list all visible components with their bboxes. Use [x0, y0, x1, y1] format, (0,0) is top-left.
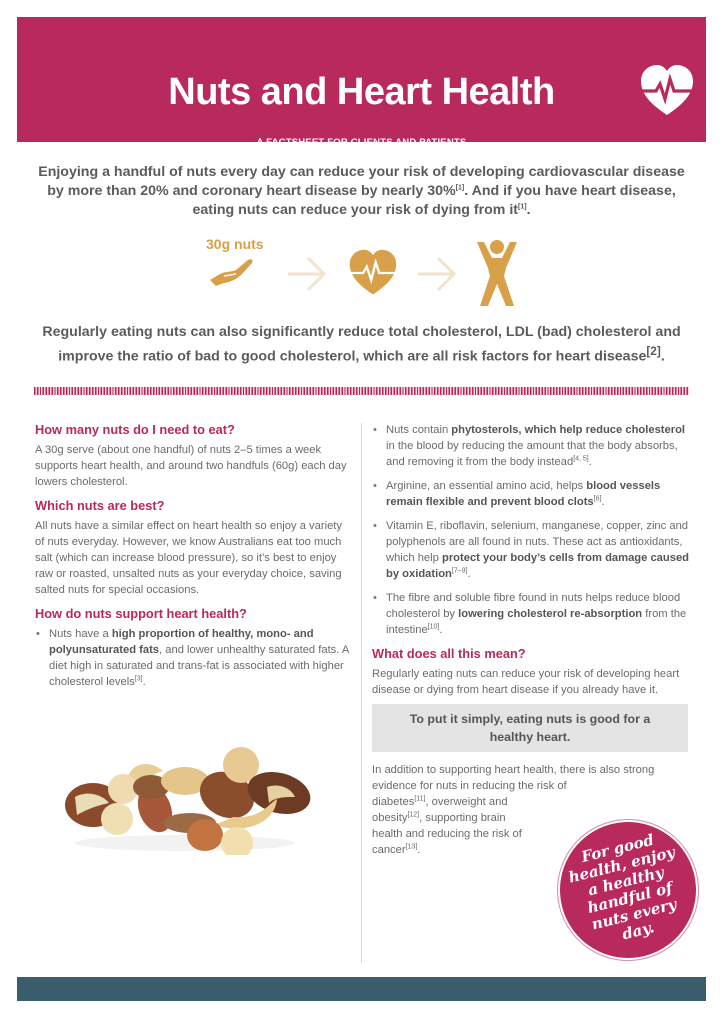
punctuation: .	[660, 348, 665, 365]
arrow-right-icon	[286, 254, 328, 294]
cholesterol-text: Regularly eating nuts can also significantly reduce total cholesterol, LDL (bad) cholesterol and improve the ratio of bad to good cholesterol, which are all risk factors for heart disease	[42, 324, 681, 365]
reference: [3]	[134, 675, 143, 683]
page-title-text: Nuts and Heart Health	[168, 71, 555, 113]
bullet-text: Arginine, an essential amino acid, helps	[386, 480, 587, 492]
punctuation: .	[142, 676, 146, 688]
bullet-text: Nuts have a	[49, 628, 112, 640]
bullet-emphasis: protect your body’s cells from damage caused by oxidation	[386, 552, 690, 580]
section-divider	[34, 387, 689, 395]
reference: [13]	[405, 843, 418, 851]
page-title	[17, 71, 706, 114]
nuts-benefit-infographic	[200, 234, 520, 314]
hand-icon	[208, 256, 256, 288]
benefit-cancer: , supporting brain health and reducing the risk of cancer	[372, 812, 522, 856]
column-separator	[361, 423, 362, 963]
section-body: Regularly eating nuts can reduce your risk of developing heart disease or dying from heart disease if you already have it.	[372, 668, 680, 696]
intro-statement	[30, 163, 693, 220]
footer-bar	[17, 977, 706, 1001]
punctuation: .	[417, 844, 421, 856]
section-heading: What does all this mean?	[372, 646, 526, 661]
right-column	[372, 422, 690, 858]
heart-pulse-icon	[639, 63, 695, 119]
reference: [12]	[407, 811, 420, 819]
intro-text-a: Enjoying a handful of nuts every day can reduce your risk of developing cardiovascular disease by more than 20% and coronary heart disease by nearly 30%	[38, 164, 685, 199]
page-subtitle: A FACTSHEET FOR CLIENTS AND PATIENTS	[256, 137, 467, 148]
section-heading: How do nuts support heart health?	[35, 606, 247, 621]
left-column	[35, 422, 351, 698]
bullet-emphasis: lowering cholesterol re-absorption	[458, 608, 643, 620]
benefit-obesity: , overweight and obesity	[372, 796, 508, 824]
bullet-text: in the blood by reducing the amount that the body absorbs, and removing it from the body instead	[386, 440, 678, 468]
benefits-text: In addition to supporting heart health, there is also strong evidence for nuts in reducing the risk of	[372, 764, 655, 792]
bullet-text: The fibre and soluble fibre found in nuts helps reduce blood cholesterol by	[386, 592, 681, 620]
section-heading: How many nuts do I need to eat?	[35, 422, 235, 437]
intro-text-b: . And if you have heart disease, eating nuts can reduce your risk of dying from it	[192, 183, 676, 218]
cholesterol-statement	[30, 323, 693, 367]
bullet-text: from the intestine	[386, 608, 687, 636]
reference: [7–9]	[451, 567, 468, 575]
list-item	[372, 518, 690, 582]
reference: [1]	[455, 184, 465, 192]
list-item	[372, 590, 690, 638]
section-body: All nuts have a similar effect on heart health so enjoy a variety of nuts everyday. However, we know Australians eat too much salt (which can increase blood pressure), so it’s best to enjoy raw or roasted, unsalted nuts as your everyday choice, saving salted nuts for special occasions.	[35, 520, 342, 596]
header-banner	[17, 17, 706, 148]
heart-pulse-icon	[348, 248, 398, 298]
punctuation: .	[467, 568, 471, 580]
section-heading: Which nuts are best?	[35, 498, 165, 513]
reference: [4, 5]	[573, 455, 589, 463]
tip-badge-text: For good health, enjoy a healthy handful of nuts every day.	[566, 830, 679, 944]
reference: [2]	[646, 344, 661, 358]
reference: [1]	[518, 203, 527, 211]
punctuation: .	[601, 496, 605, 508]
reference: [6]	[593, 495, 602, 503]
arrow-right-icon	[416, 254, 458, 294]
punctuation: .	[588, 456, 592, 468]
bullet-emphasis: phytosterols, which help reduce cholesterol	[451, 424, 686, 436]
bullet-text: Nuts contain	[386, 424, 452, 436]
bullet-text: , and lower unhealthy saturated fats. A diet high in saturated and trans-fat is associated with higher cholesterol levels	[49, 644, 349, 688]
person-cheering-icon	[474, 238, 520, 306]
reference: [10]	[427, 623, 440, 631]
serving-label: 30g nuts	[206, 236, 264, 252]
list-item	[372, 478, 690, 510]
benefit-diabetes: diabetes	[372, 796, 415, 808]
list-item	[35, 626, 351, 690]
section-body: A 30g serve (about one handful) of nuts 2–5 times a week supports heart health, and around two handfuls (60g) each day lowers cholesterol.	[35, 444, 347, 488]
key-message-callout: To put it simply, eating nuts is good for a healthy heart.	[372, 704, 688, 752]
benefits-list	[372, 794, 532, 858]
list-item	[372, 422, 690, 470]
punctuation: .	[439, 624, 443, 636]
bullet-emphasis: blood vessels remain flexible and prevent blood clots	[386, 480, 661, 508]
bullet-emphasis: high proportion of healthy, mono- and polyunsaturated fats	[49, 628, 314, 656]
punctuation: .	[526, 202, 531, 218]
reference: [11]	[414, 795, 426, 803]
bullet-text: Vitamin E, riboflavin, selenium, manganese, copper, zinc and polyphenols are all found in nuts. These act as antioxidants, which help	[386, 520, 689, 564]
mixed-nuts-photo	[55, 735, 315, 855]
